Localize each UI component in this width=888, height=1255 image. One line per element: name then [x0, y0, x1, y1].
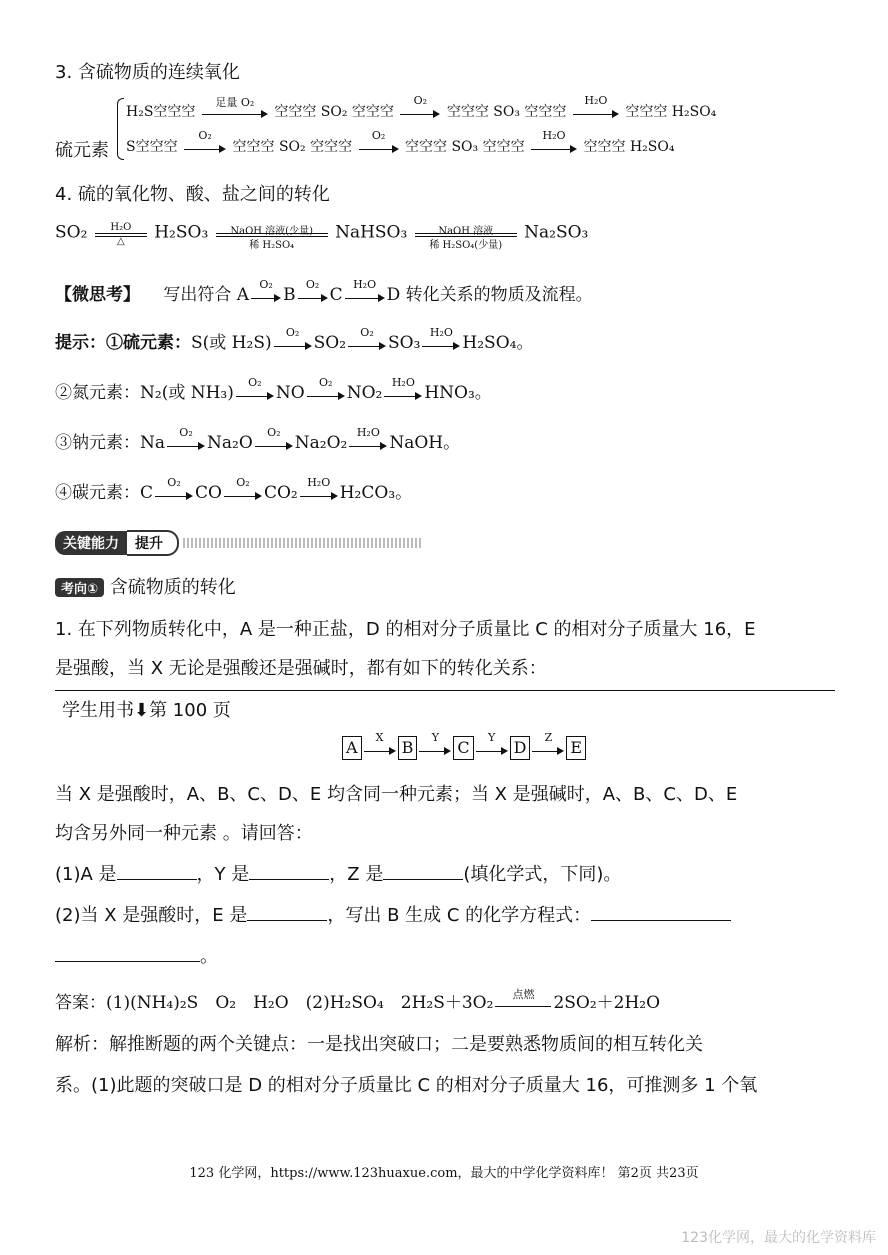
row2-so3: 空空空 SO₃ 空空空 [405, 139, 525, 155]
answer-blank-y[interactable] [249, 865, 329, 880]
row2-h2so4: 空空空 H₂SO₄ [583, 139, 675, 155]
micro-think: 【微思考】 写出符合 A O₂ B O₂ C H₂O D 转化关系的物质及流程。 [55, 277, 593, 305]
analysis-line-2: 系。(1)此题的突破口是 D 的相对分子质量比 C 的相对分子质量大 16，可推测多 1 个氧 [55, 1075, 758, 1096]
answer-blank-a[interactable] [117, 865, 197, 880]
topic-tag: 考向① [55, 578, 104, 597]
answer-tail: 2SO₂＋2H₂O [553, 993, 661, 1013]
watermark: 123化学网，最大的化学资料库 [681, 1230, 876, 1246]
box-b: B [398, 736, 418, 760]
transformation-chain: A X B Y C Y D Z E [342, 736, 586, 760]
micro-think-text: 写出符合 A [163, 285, 250, 305]
answer-blank-e[interactable] [247, 906, 327, 921]
hint-nitrogen: ②氮元素：N₂(或 NH₃) O₂ NO O₂ NO₂ H₂O HNO₃。 [55, 375, 492, 403]
hint-carbon: ④碳元素：C O₂ CO O₂ CO₂ H₂O H₂CO₃。 [55, 475, 413, 503]
micro-think-text-2: 转化关系的物质及流程。 [405, 285, 593, 305]
oxidation-row-2 [126, 129, 675, 156]
q1-line-3: 当 X 是强酸时，A、B、C、D、E 均含同一种元素；当 X 是强碱时，A、B、C、D、E [55, 784, 738, 805]
banner-left: 关键能力 [55, 531, 127, 555]
section-3-title: 3. 含硫物质的连续氧化 [55, 62, 240, 83]
answer-blank-equation-cont[interactable] [55, 947, 200, 962]
q1-part-2-cont: 。 [55, 942, 218, 968]
row1-so3: 空空空 SO₃ 空空空 [446, 104, 567, 120]
arrow: H₂O [531, 138, 577, 156]
row1-h2so4: 空空空 H₂SO₄ [625, 104, 717, 120]
row1-start: H₂S空空空 [126, 104, 196, 120]
topic-heading [55, 573, 236, 599]
divider [55, 690, 835, 691]
arrow: O₂ [359, 138, 399, 156]
nahso3: NaHSO₃ [335, 222, 408, 243]
answer-text: 答案：(1)(NH₄)₂S O₂ H₂O (2)H₂SO₄ 2H₂S＋3O₂ [55, 993, 494, 1013]
so2: SO₂ [55, 222, 88, 243]
box-a: A [342, 736, 362, 760]
ignite-arrow: 点燃 [495, 995, 551, 1013]
answer-blank-z[interactable] [383, 865, 463, 880]
na2so3: Na₂SO₃ [524, 222, 589, 243]
arrow: 足量 O₂ [202, 103, 268, 121]
arrow: H₂O [573, 103, 619, 121]
arrow: O₂ [184, 138, 226, 156]
micro-think-label: 【微思考】 [55, 285, 140, 305]
banner-stripe [183, 538, 423, 548]
brace [117, 98, 124, 160]
answer-blank-equation[interactable] [591, 906, 731, 921]
hint-sulfur: 提示：①硫元素：S(或 H₂S) O₂ SO₂ O₂ SO₃ H₂O H₂SO₄。 [55, 325, 534, 353]
page-footer: 123 化学网，https://www.123huaxue.com，最大的中学化学资料库！ 第2页 共23页 [189, 1166, 699, 1181]
oxidation-row-1 [126, 94, 717, 121]
q1-line-1: 1. 在下列物质转化中，A 是一种正盐，D 的相对分子质量比 C 的相对分子质量大 16，E [55, 619, 756, 640]
arrow: O₂ [400, 103, 440, 121]
row1-so2: 空空空 SO₂ 空空空 [274, 104, 394, 120]
answer-line [55, 988, 660, 1013]
sulfur-element-label: 硫元素 [55, 140, 109, 161]
reversible-arrow: NaOH 溶液 稀 H₂SO₄(少量) [413, 222, 519, 244]
banner-right: 提升 [127, 530, 179, 556]
hint-sodium: ③钠元素：Na O₂ Na₂O O₂ Na₂O₂ H₂O NaOH。 [55, 425, 461, 453]
box-d: D [510, 736, 531, 760]
reversible-arrow: NaOH 溶液(少量) 稀 H₂SO₄ [214, 222, 330, 244]
row2-so2: 空空空 SO₂ 空空空 [232, 139, 353, 155]
conversion-chain [55, 222, 589, 251]
topic-title: 含硫物质的转化 [109, 577, 236, 598]
book-page-ref: 学生用书⬇第 100 页 [62, 700, 231, 721]
q1-part-1: (1)A 是 ，Y 是 ，Z 是 (填化学式，下同)。 [55, 864, 622, 885]
q1-line-4: 均含另外同一种元素 。请回答： [55, 823, 313, 844]
key-ability-banner [55, 530, 423, 556]
section-4-title: 4. 硫的氧化物、酸、盐之间的转化 [55, 184, 330, 205]
reversible-arrow: H₂O △ [93, 222, 149, 244]
q1-line-2: 是强酸，当 X 无论是强酸还是强碱时，都有如下的转化关系： [55, 658, 547, 679]
box-c: C [453, 736, 473, 760]
box-e: E [566, 736, 586, 760]
row2-start: S空空空 [126, 139, 178, 155]
h2so3: H₂SO₃ [154, 222, 209, 243]
analysis-line-1: 解析：解推断题的两个关键点：一是找出突破口；二是要熟悉物质间的相互转化关 [55, 1034, 703, 1055]
q1-part-2: (2)当 X 是强酸时，E 是 ，写出 B 生成 C 的化学方程式： [55, 901, 731, 927]
